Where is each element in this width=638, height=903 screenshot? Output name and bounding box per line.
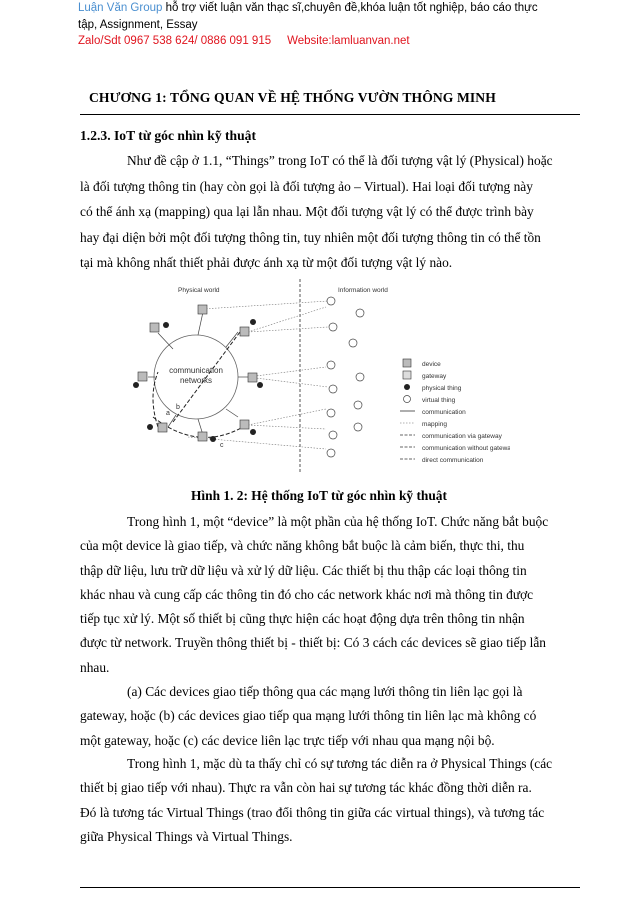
legend-communication: communication [422, 409, 466, 416]
paragraph-1-line: là đối tượng thông tin (hay còn gọi là đối tượng ảo – Virtual). Hai loại đối tượng này [80, 178, 533, 194]
figure-caption: Hình 1. 2: Hệ thống IoT từ góc nhìn kỹ thuật [191, 488, 447, 503]
header-banner [78, 0, 598, 50]
paragraph-4 [80, 752, 578, 849]
paragraph-4-line: giữa Physical Things và Virtual Things. [80, 828, 293, 844]
legend-comm-via-gateway: communication via gateway [422, 433, 502, 440]
paragraph-1 [80, 148, 578, 276]
banner-line-1 [78, 0, 598, 17]
iot-figure [128, 277, 510, 474]
virtual-things [327, 297, 364, 457]
path-label-a: a [166, 410, 170, 417]
path-label-b: b [176, 404, 180, 411]
network-label-2: networks [179, 376, 213, 385]
legend-gateway: gateway [422, 373, 447, 380]
paragraph-2-line: tiếp tục xử lý. Một số thiết bị cũng thực hiện các hoạt động dựa trên thông tin nhận [80, 611, 525, 627]
banner-line-2: tập, Assignment, Essay [78, 18, 198, 31]
path-label-c: c [220, 442, 224, 449]
banner-tagline: hỗ trợ viết luận văn thạc sĩ,chuyên đề,khóa luận tốt nghiệp, báo cáo thực [162, 2, 538, 14]
banner-website[interactable]: Website:lamluanvan.net [287, 35, 410, 47]
banner-contact: Zalo/Sdt 0967 538 624/ 0886 091 915 [78, 35, 272, 47]
legend-direct-comm: direct communication [422, 457, 484, 464]
paragraph-3-line: (a) Các devices giao tiếp thông qua các mạng lưới thông tin liên lạc gọi là [127, 684, 523, 699]
paragraph-3-line: gateway, hoặc (b) các devices giao tiếp qua mạng lưới thông tin liên lạc mà không có [80, 708, 537, 724]
chapter-title: CHƯƠNG 1: TỔNG QUAN VỀ HỆ THỐNG VƯỜN THÔNG MINH [89, 90, 496, 105]
paragraph-4-line: Đó là tương tác Virtual Things (trao đổi thông tin giữa các virtual things), và tương tác [80, 804, 545, 820]
banner-contact-line [78, 33, 598, 50]
paragraph-4-line: thiết bị giao tiếp với nhau). Thực ra vẫn còn hai sự tương tác khác đồng thời diễn ra. [80, 780, 532, 796]
section-title: 1.2.3. IoT từ góc nhìn kỹ thuật [80, 128, 256, 143]
paragraph-1-line: hay đại diện bởi một đối tượng thông tin, tuy nhiên một đối tượng thông tin có thể tồn [80, 229, 541, 245]
iot-diagram [128, 277, 510, 474]
information-world-label: Information world [338, 287, 388, 294]
legend-physical-thing: physical thing [422, 385, 462, 392]
legend-virtual-thing: virtual thing [422, 397, 456, 404]
paragraph-2-line: được từ network. Truyền thông thiết bị - thiết bị: Có 3 cách các devices sẽ giao tiếp lẫn [80, 635, 546, 651]
paragraph-2-line: khác nhau và cung cấp các thông tin đó cho các network khác nơi mà thông tin được [80, 586, 534, 602]
paragraph-4-line: Trong hình 1, mặc dù ta thấy chỉ có sự tương tác diễn ra ở Physical Things (các [127, 756, 553, 771]
figure-legend [400, 359, 510, 464]
brand-name: Luận Văn Group [78, 2, 163, 14]
chapter-rule [80, 114, 580, 115]
legend-device: device [422, 361, 441, 368]
paragraph-1-line: tại mà không nhất thiết phải được ánh xạ từ một đối tượng vật lý nào. [80, 255, 453, 271]
paragraph-2-line: thập dữ liệu, lưu trữ dữ liệu và xử lý dữ liệu. Các thiết bị thu thập các loại thông tin [80, 562, 527, 578]
paragraph-2-line: của một device là giao tiếp, và chức năng không bắt buộc là cảm biến, thực thi, thu [80, 538, 525, 554]
paragraph-1-line: có thể ánh xạ (mapping) qua lại lẫn nhau. Một đối tượng vật lý có thể được trình bày [80, 204, 534, 220]
paragraph-2-line: Trong hình 1, một “device” là một phần của hệ thống IoT. Chức năng bắt buộc [127, 514, 549, 529]
physical-world-label: Physical world [178, 287, 220, 294]
footer-rule [80, 887, 580, 888]
mapping-lines [188, 301, 328, 449]
legend-comm-without-gateway: communication without gateway [422, 445, 510, 452]
paragraph-2 [80, 510, 578, 680]
paragraph-1-line: Như đề cập ở 1.1, “Things” trong IoT có thể là đối tượng vật lý (Physical) hoặc [127, 153, 553, 168]
paragraph-2-line: nhau. [80, 659, 110, 675]
network-label-1: communication [169, 366, 223, 375]
legend-mapping: mapping [422, 421, 447, 428]
paragraph-3-line: một gateway, hoặc (c) các device liên lạc trực tiếp với nhau qua mạng nội bộ. [80, 732, 495, 748]
paragraph-3 [80, 680, 578, 753]
